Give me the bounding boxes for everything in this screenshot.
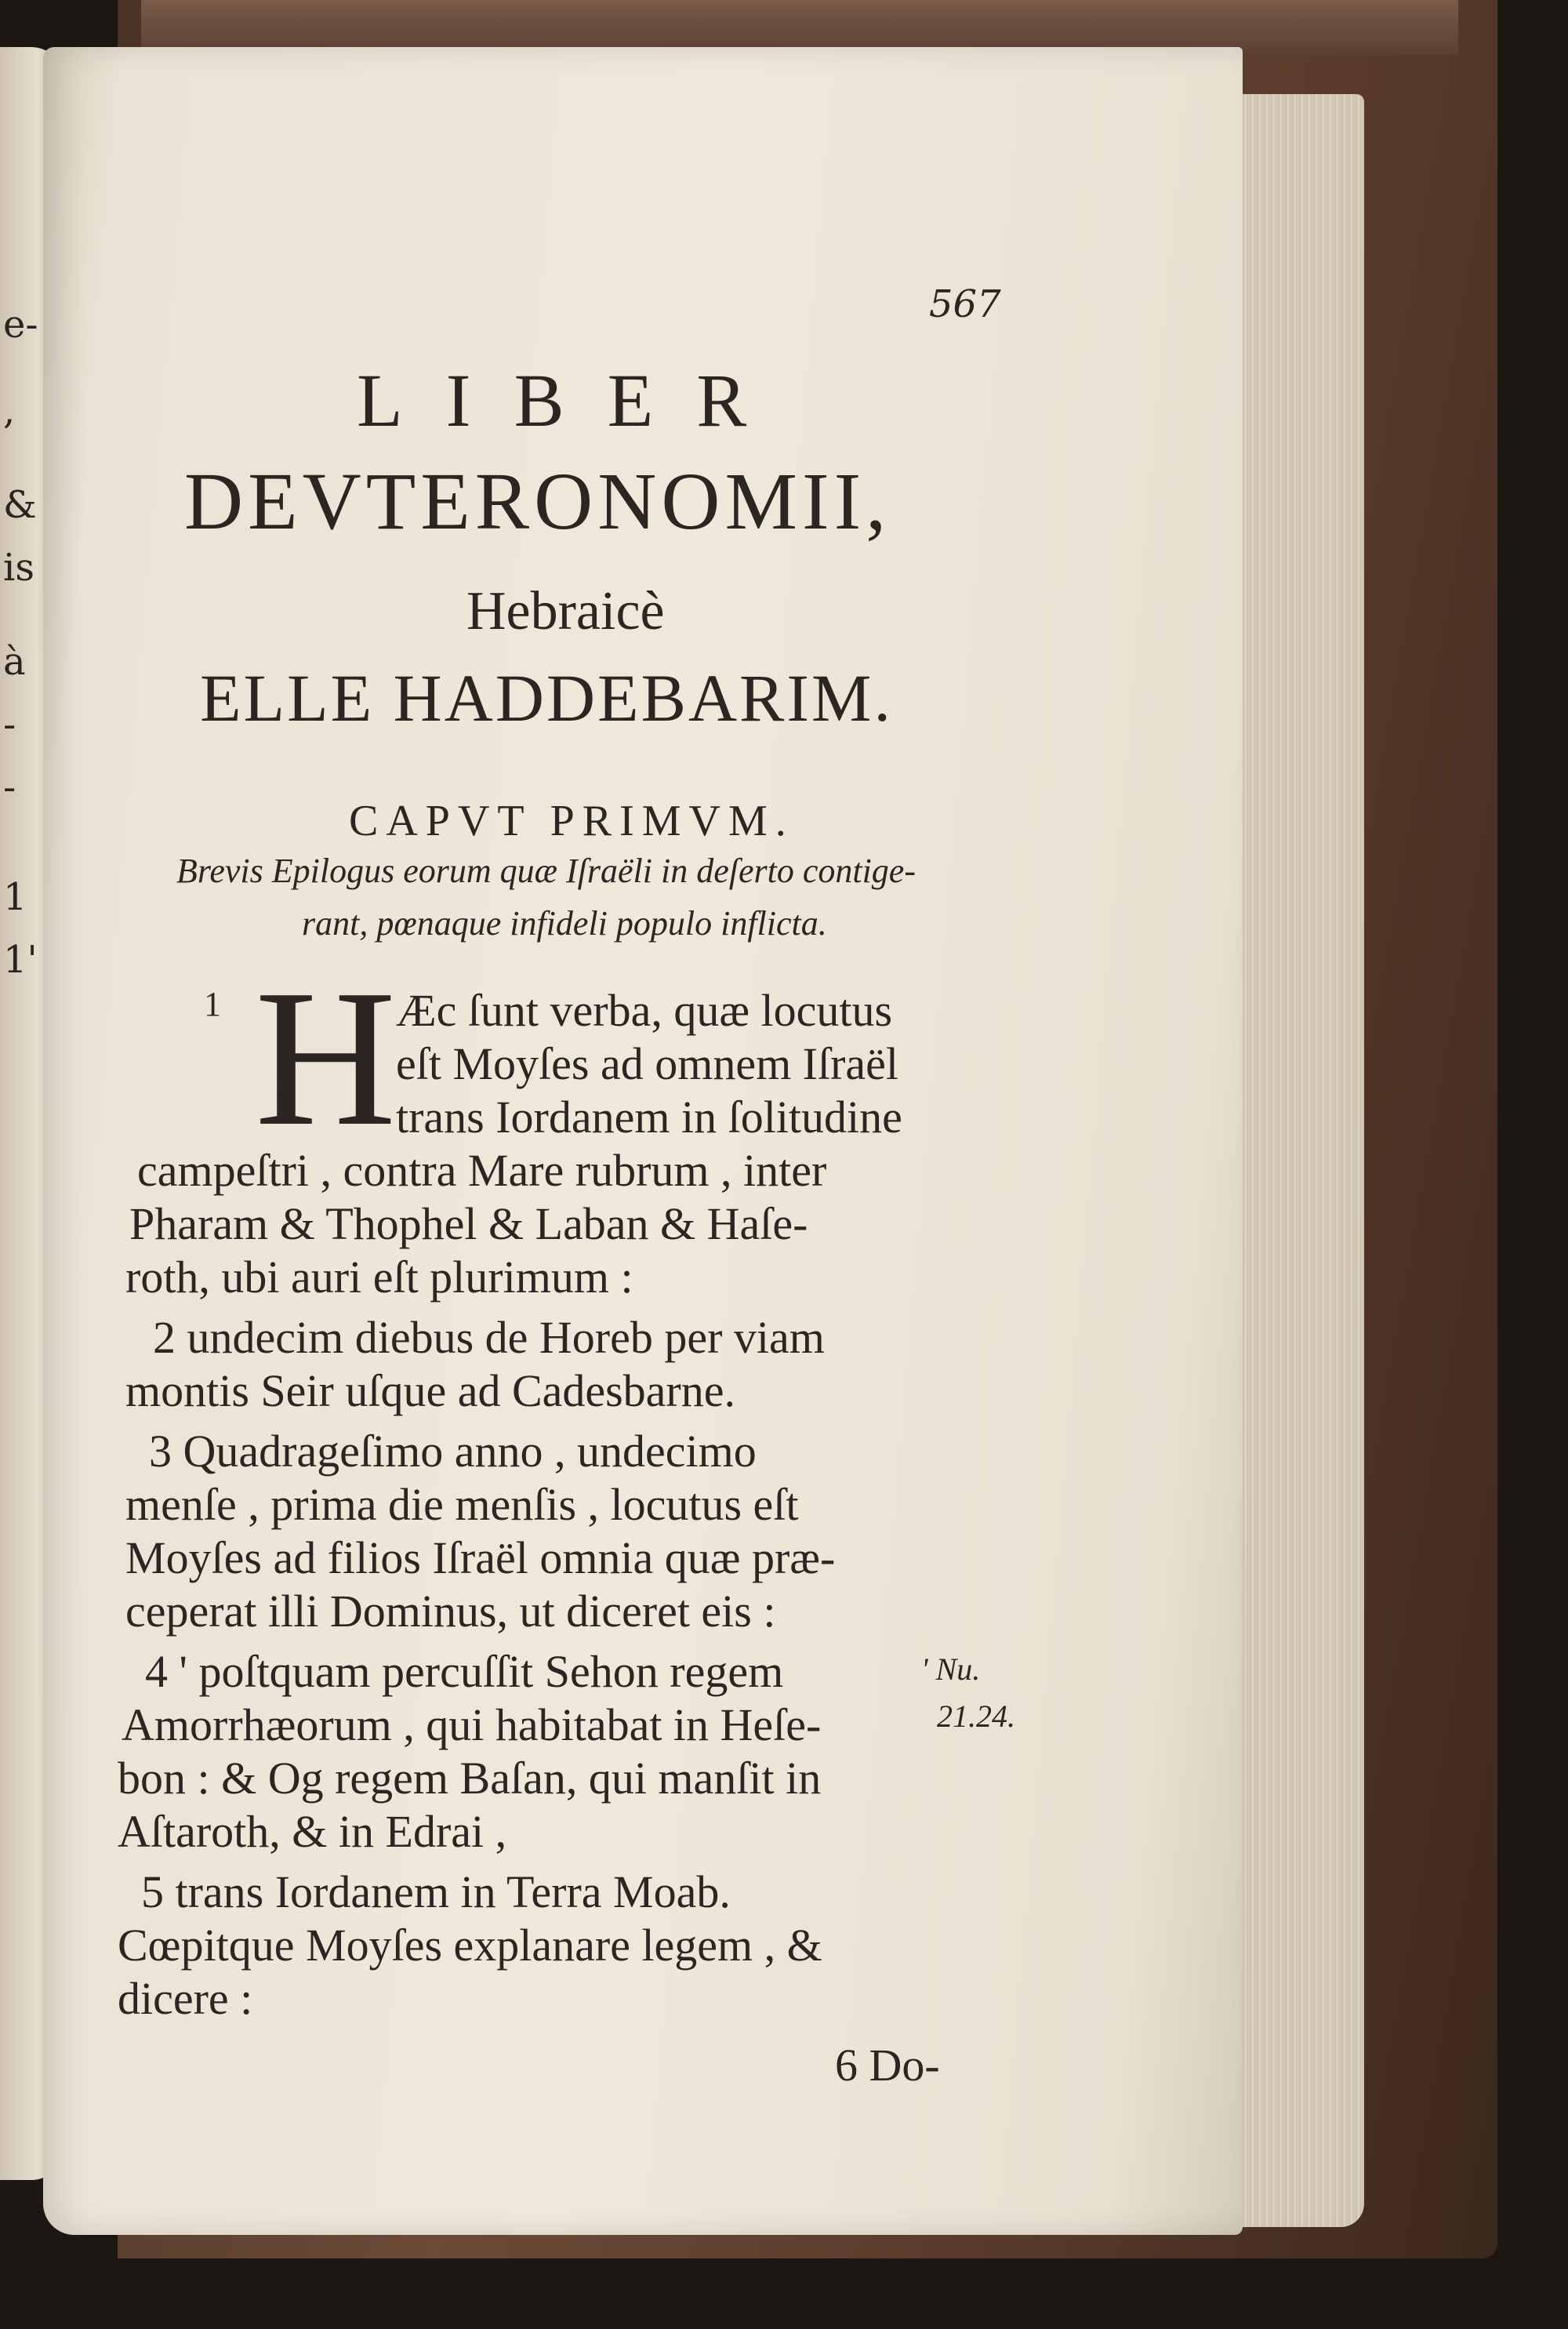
text-line: campeſtri , contra Mare rubrum , inter xyxy=(137,1145,827,1196)
text-line: Pharam & Thophel & Laban & Haſe- xyxy=(129,1198,808,1249)
text-line: Amorrhæorum , qui habitabat in Heſe- xyxy=(122,1699,822,1750)
left-fragment: - xyxy=(3,703,16,747)
title-hebraice: Hebraicè xyxy=(466,581,665,641)
text-line: montis Seir uſque ad Cadesbarne. xyxy=(125,1365,735,1416)
text-line: Aſtaroth, & in Edrai , xyxy=(118,1806,507,1857)
left-fragment: 1' xyxy=(3,938,38,982)
text-line: trans Iordanem in ſolitudine xyxy=(396,1092,902,1143)
chapter-summary-line-1: Brevis Epilogus eorum quæ Iſraëli in deſerto contige- xyxy=(176,852,916,890)
left-fragment: & xyxy=(3,483,37,527)
text-line: 2 undecim diebus de Horeb per viam xyxy=(153,1312,825,1363)
chapter-summary-line-2: rant, pœnaque infideli populo inflicta. xyxy=(302,904,827,943)
title-hebrew-name: ELLE HADDEBARIM. xyxy=(200,660,894,736)
text-line: ceperat illi Dominus, ut diceret eis : xyxy=(125,1586,776,1637)
drop-cap: H xyxy=(255,950,397,1167)
text-line: menſe , prima die menſis , locutus eſt xyxy=(125,1479,799,1530)
text-line: 5 trans Iordanem in Terra Moab. xyxy=(141,1866,731,1917)
margin-note: ' Nu. xyxy=(921,1651,981,1687)
catchword: 6 Do- xyxy=(835,2040,940,2091)
text-line: 4 ' poſtquam percuſſit Sehon regem xyxy=(145,1646,784,1697)
text-line: Æc ſunt verba, quæ locutus xyxy=(396,985,893,1036)
left-fragment: - xyxy=(3,765,16,809)
left-fragment: , xyxy=(3,389,16,433)
text-line: bon : & Og regem Baſan, qui manſit in xyxy=(118,1753,822,1804)
page-edges xyxy=(1227,94,1364,2227)
left-fragment: e- xyxy=(3,303,38,347)
text-line: Cœpitque Moyſes explanare legem , & xyxy=(118,1920,822,1971)
text-line: Moyſes ad filios Iſraël omnia quæ præ- xyxy=(125,1532,836,1583)
title-liber: LIBER xyxy=(357,358,790,442)
text-line: eſt Moyſes ad omnem Iſraël xyxy=(396,1038,899,1089)
chapter-heading: CAPVT PRIMVM. xyxy=(349,797,794,845)
margin-note: 21.24. xyxy=(937,1699,1015,1734)
book-page xyxy=(43,47,1243,2235)
title-deuteronomii: DEVTERONOMII, xyxy=(184,456,891,547)
left-fragment: is xyxy=(3,546,34,590)
left-fragment: à xyxy=(3,640,26,684)
text-line: dicere : xyxy=(118,1973,253,2024)
verse-number: 1 xyxy=(204,985,221,1023)
text-line: 3 Quadrageſimo anno , undecimo xyxy=(149,1426,757,1477)
text-line: roth, ubi auri eſt plurimum : xyxy=(125,1252,633,1303)
page-number: 567 xyxy=(929,282,1001,326)
left-fragment: 1 xyxy=(3,875,27,919)
